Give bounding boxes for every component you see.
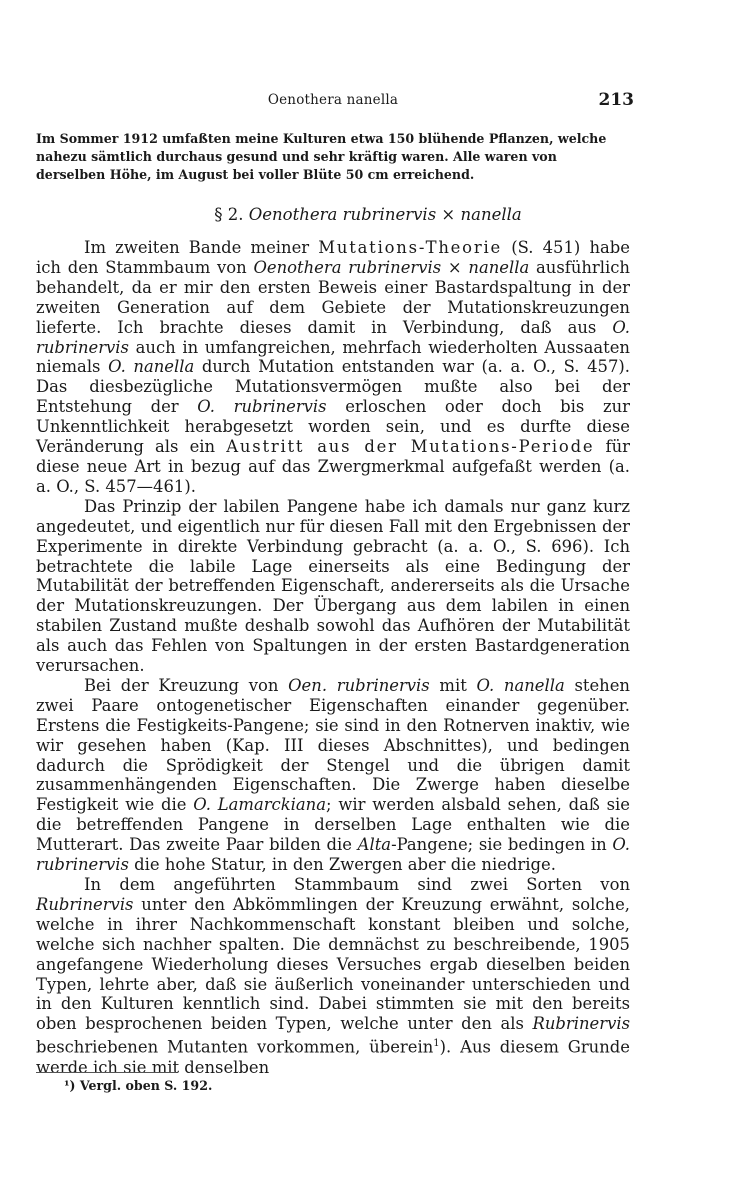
section-title: Oenothera rubrinervis × nanella xyxy=(248,205,522,224)
text-span: stehen zwei Paare ontogenetischer Eigenschaften einander gegenüber. Erstens die Festigkeits-Pangene; sie sind in den Rotnerven inaktiv, wie wir gesehen haben (Kap. III dieses Abschnittes), und bedingen dadurch die Sprödigkeit der Stengel und die übrigen damit zusammenhängenden Eigenschaften. Die Zwerge haben dieselbe Festigkeit wie die xyxy=(36,675,630,815)
footnote xyxy=(36,1078,212,1093)
section-heading xyxy=(0,205,736,224)
text-span: mit xyxy=(429,675,477,695)
text-span: Bei der Kreuzung von xyxy=(84,675,289,695)
text-span: (S. 451) habe ich den Stammbaum von xyxy=(36,238,630,277)
footnote-reference: 1 xyxy=(433,1038,440,1050)
text-span: ). Aus diesem Grunde werde ich sie mit denselben xyxy=(36,1037,630,1077)
footnote-text: Vergl. oben S. 192. xyxy=(79,1078,213,1093)
text-span: für diese neue Art in bezug auf das Zwergmerkmal aufgefaßt werden (a. a. O., S. 457—461). xyxy=(36,437,630,496)
paragraph-3 xyxy=(36,676,630,875)
text-span: ausführlich behandelt, da er mir den ersten Beweis einer Bastardspaltung in der zweiten Generation auf dem Gebiete der Mutationskreuzungen lieferte. Ich brachte dieses damit in Verbindung, daß aus xyxy=(36,257,630,337)
text-span: durch Mutation entstanden war (a. a. O., S. 457). Das diesbezügliche Mutationsvermögen mußte also bei der Entstehung der xyxy=(36,357,630,417)
italic-text: Rubrinervis xyxy=(36,894,134,914)
italic-text: Rubrinervis xyxy=(532,1014,630,1034)
text-span: erloschen oder doch bis zur Unkenntlichkeit herabgesetzt worden sein, und es durfte diese Veränderung als ein xyxy=(36,397,630,457)
italic-text: O. rubrinervis xyxy=(197,397,327,417)
section-number: § 2. xyxy=(214,205,244,224)
italic-text: O. Lamarckiana xyxy=(193,795,327,815)
footnote-marker: ¹) xyxy=(64,1078,76,1093)
paragraph-4 xyxy=(36,875,630,1078)
italic-text: O. nanella xyxy=(108,357,195,377)
italic-text: Oen. rubrinervis xyxy=(288,675,430,695)
intro-text: Im Sommer 1912 umfaßten meine Kulturen etwa 150 blühende Pflanzen, welche nahezu sämtlich durchaus gesund und sehr kräftig waren. Alle waren von derselben Höhe, im August bei voller Blüte 50 cm erreichend. xyxy=(36,131,607,182)
italic-text: O. rubrinervis xyxy=(36,835,630,875)
text-span: auch in umfangreichen, mehrfach wiederholten Aussaaten niemals xyxy=(36,337,630,377)
text-span: die hohe Statur, in den Zwergen aber die niedrige. xyxy=(128,855,556,875)
footnote-divider xyxy=(36,1072,176,1073)
italic-text: Oenothera rubrinervis × nanella xyxy=(253,257,530,277)
text-span: In dem angeführten Stammbaum sind zwei Sorten von xyxy=(84,875,630,894)
body-text xyxy=(36,238,630,1078)
italic-text: O. nanella xyxy=(476,675,565,695)
italic-text: O. rubrinervis xyxy=(36,317,630,357)
spaced-text: Austritt aus der Mutations-Periode xyxy=(226,437,595,457)
text-span: unter den Abkömmlingen der Kreuzung erwähnt, solche, welche in ihrer Nachkommenschaft konstant bleiben und solche, welche sich nachher spalten. Die demnächst zu beschreibende, 1905 angefangene Wiederholung dieses Versuches ergab dieselben beiden Typen, lehrte aber, daß sie äußerlich voneinander unterschieden und in den Kulturen kenntlich sind. Dabei stimmten sie mit den bereits oben besprochenen beiden Typen, welche unter den als xyxy=(36,894,630,1034)
text-span: Im zweiten Bande meiner xyxy=(84,238,319,257)
intro-paragraph xyxy=(36,130,630,184)
page-header xyxy=(36,90,634,114)
italic-text: Alta xyxy=(357,835,392,855)
text-span: ; wir werden alsbald sehen, daß sie die betreffenden Pangene in derselben Lage enthalten wie die Mutterart. Das zweite Paar bilden die xyxy=(36,795,630,855)
text-span: beschriebenen Mutanten vorkommen, überein xyxy=(36,1037,434,1057)
page-number: 213 xyxy=(598,90,634,110)
running-title: Oenothera nanella xyxy=(267,92,399,108)
paragraph-2: Das Prinzip der labilen Pangene habe ich damals nur ganz kurz angedeutet, und eigentlich nur für diesen Fall mit den Ergebnissen der Experimente in direkte Verbindung gebracht (a. a. O., S. 696). Ich betrachtete die labile Lage einerseits als eine Bedingung der Mutabilität der betreffenden Eigenschaft, andererseits als die Ursache der Mutationskreuzungen. Der Übergang aus dem labilen in einen stabilen Zustand mußte deshalb sowohl das Aufhören der Mutabilität als auch das Fehlen von Spaltungen in der ersten Bastardgeneration verursachen. xyxy=(36,496,630,676)
spaced-text: Mutations-Theorie xyxy=(318,238,503,257)
text-span: -Pangene; sie bedingen in xyxy=(391,835,613,855)
paragraph-1 xyxy=(36,238,630,497)
